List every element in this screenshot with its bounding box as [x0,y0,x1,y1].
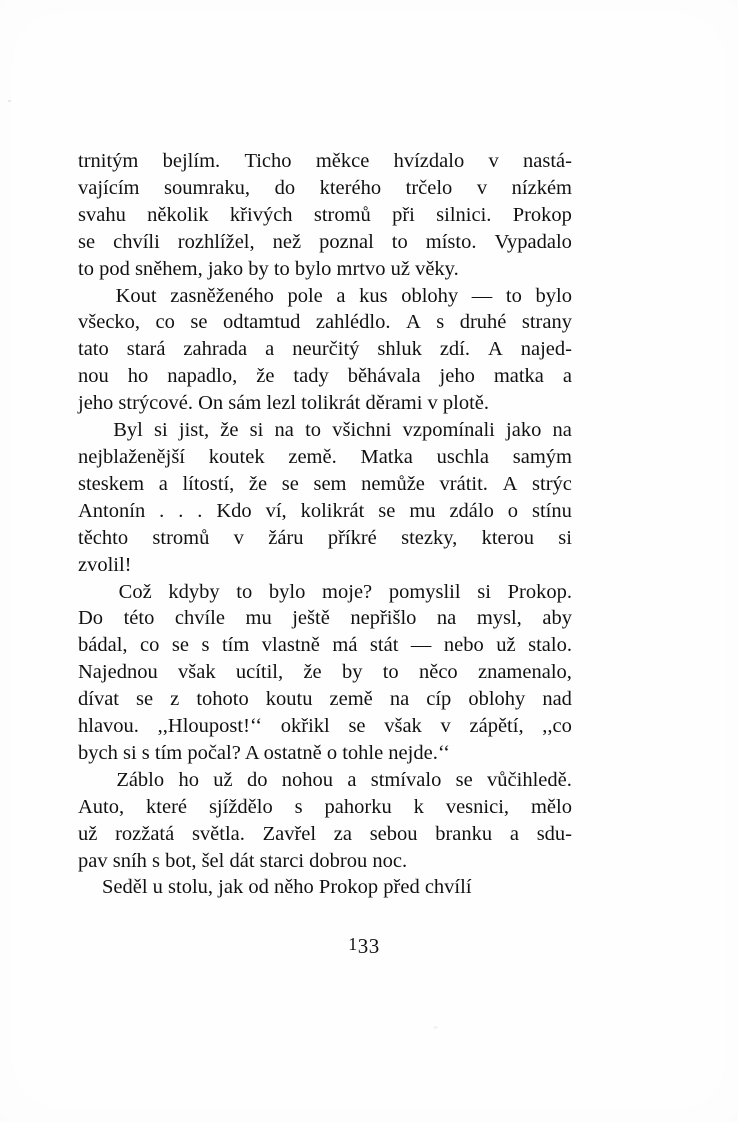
word: rozhlížel, [177,230,255,253]
word: Kdo [216,499,252,522]
word: a [347,768,357,791]
word: to [505,284,522,307]
word: které [146,795,188,818]
word: v [440,715,451,738]
word: Zavřel [262,822,317,845]
word: se [455,768,473,791]
word: bejlím. [162,150,221,172]
word: mu [245,607,272,630]
word: těchto [78,526,129,549]
word: to [391,230,408,253]
word: aby [542,607,572,630]
text-line [78,202,572,229]
word: Do [78,607,104,630]
text-line [78,525,572,552]
word: v [476,176,488,199]
word: běhávala [347,365,421,388]
word: vlastně [261,634,320,657]
word: tím [221,634,250,657]
word: bádal, [78,634,128,657]
word: kus [359,284,388,307]
word: stará [126,338,166,361]
word: si [249,419,264,442]
word: lítostí, [182,472,235,495]
word: se [378,499,396,522]
word: se [348,715,366,738]
word: vůčihledě. [487,768,572,791]
word: má [332,634,358,657]
word: všichni [332,419,392,442]
text-line [78,444,572,471]
paragraph [78,874,572,901]
text-line [78,175,572,202]
text-line [78,794,572,821]
word: dívat [78,688,119,711]
word: že [256,365,275,388]
word: na [274,419,294,442]
word: . [197,499,203,522]
word: nemůže [361,472,425,495]
word: co [155,311,175,334]
word: zdálo [449,499,494,522]
text-line [78,605,572,632]
word: při [392,203,415,226]
word: stromů [152,526,210,549]
word: co [140,634,160,657]
word: trčelo [405,176,453,199]
word: ještě [292,607,330,630]
text-line [78,283,572,310]
word: této [123,607,155,630]
word: křivých [229,203,293,226]
word: se [136,688,154,711]
word: tato [78,338,109,361]
word: poznal [319,230,374,253]
word: to [305,419,322,442]
word: stalo. [528,634,572,657]
word: si [477,580,491,603]
word: napadlo, [167,365,238,388]
word: v [233,526,244,549]
word: Antonín [78,499,146,522]
word: mysl, [476,607,522,630]
word: ,,Hloupost!‘‘ [157,715,263,738]
word: A [487,338,503,361]
word: steskem [78,472,145,495]
word: nad [542,688,572,711]
word: Vypadalo [494,230,572,253]
word: Auto, [78,795,125,818]
word: rozžatá [115,822,175,845]
text-line [78,579,572,606]
word: soumraku, [164,176,251,199]
word: do [246,768,268,791]
word: oblohy [401,284,459,307]
text-line: bych si s tím počal? A ostatně o tohle nejde.‘‘ [78,741,450,764]
page-text-block [78,148,572,901]
word: na [552,419,572,442]
word: a [562,365,572,388]
word: než [272,230,302,253]
word: Prokop. [507,580,572,603]
text-line [78,821,572,848]
text-line [78,336,572,363]
text-line [78,632,572,659]
word: — [471,284,493,307]
paragraph [78,283,572,418]
word: sebou [369,822,418,845]
word: odtamtud [222,311,301,334]
word: si [558,526,572,549]
text-line [78,471,572,498]
word: ucítil, [235,661,284,684]
word: Záblo [116,768,165,791]
word: koutek [208,445,265,468]
text-line [78,148,572,175]
word: neurčitý [292,338,360,361]
word: vzpomínali [402,419,495,442]
word: že [220,419,239,442]
word: kdyby [168,580,220,603]
word: Což [118,580,152,603]
word: že [248,472,268,495]
word: — [410,634,432,657]
word: kolikrát [300,499,365,522]
word: silnici. [436,203,492,226]
word: kterého [319,176,382,199]
word: nejblaženější [78,445,186,468]
word: vesnici, [445,795,510,818]
word: Najednou [78,661,158,684]
text-line: jeho strýcové. On sám lezl tolikrát děrami v plotě. [78,392,490,415]
word: sdu- [536,822,572,845]
paragraph-indent [78,417,102,444]
word: v [488,150,499,172]
word: zasněženého [170,284,274,307]
paragraph [78,148,572,283]
page-number [0,932,738,959]
word: sjíždělo [208,795,273,818]
word: jeho [439,365,475,388]
word: na [436,607,457,630]
word: z [170,688,180,711]
word: si [154,419,168,442]
word: stát [369,634,399,657]
word: pole [287,284,323,307]
word: do [274,176,296,199]
text-line: zvolil! [78,553,132,576]
word: nastá- [523,150,572,172]
word: se [281,472,299,495]
word: okřikl [280,715,330,738]
word: svahu [78,203,126,226]
word: několik [147,203,209,226]
page-number-part-1: 1 [348,934,358,954]
word: cíp [426,688,452,711]
word: ho [127,365,149,388]
word: vrátit. [439,472,488,495]
word: tady [293,365,329,388]
text-line [78,713,572,740]
text-line: pav sníh s bot, šel dát starci dobrou noc. [78,849,408,872]
word: nepřišlo [350,607,417,630]
text-line [78,417,572,444]
word: už [496,634,516,657]
word: najed- [520,338,572,361]
word: stínu [531,499,572,522]
word: světla. [191,822,245,845]
word: nízkém [511,176,572,199]
word: jako [506,419,542,442]
word: . [159,499,165,522]
paragraph-indent [78,283,102,310]
word: sem [313,472,347,495]
word: Ticho [244,150,292,172]
word: vajícím [78,176,140,199]
word: Byl [113,419,143,442]
paragraph-indent [78,767,102,794]
word: nou [78,365,109,388]
word: se [190,311,208,334]
word: o [507,499,519,522]
word: stezky, [401,526,458,549]
word: že [303,661,322,684]
word: chvíli [113,230,160,253]
word: ví, [265,499,287,522]
word: trnitým [78,150,139,172]
word: zdí. [439,338,470,361]
text-line: Seděl u stolu, jak od něho Prokop před chvílí [102,876,472,899]
word: samým [512,445,572,468]
word: a [158,472,168,495]
word: se [78,230,96,253]
word: na [389,688,410,711]
word: stmívalo [370,768,442,791]
paragraph-indent [78,579,102,606]
word: to [236,580,253,603]
word: však [384,715,422,738]
word: jist, [178,419,210,442]
word: země [329,688,373,711]
word: země. [288,445,337,468]
paragraph [78,579,572,767]
word: pahorku [324,795,392,818]
text-line [78,229,572,256]
word: uschla [436,445,489,468]
word: a [336,284,346,307]
word: strany [521,311,572,334]
word: a [509,822,519,845]
word: zahrada [183,338,248,361]
text-line [78,498,572,525]
word: už [78,822,98,845]
text-line: to pod sněhem, jako by to bylo mrtvo už věky. [78,257,459,280]
word: Matka [360,445,413,468]
word: mělo [530,795,572,818]
word: měkce [315,150,370,172]
word: nohou [281,768,333,791]
text-line [78,659,572,686]
word: ,,co [542,715,572,738]
word: Kout [115,284,157,307]
word: však [178,661,216,684]
word: matka [493,365,544,388]
word: s [436,311,445,334]
paragraph [78,417,572,578]
page-number-part-2: 33 [357,934,380,958]
word: zahlédlo. [315,311,391,334]
text-line [78,767,572,794]
word: nebo [443,634,484,657]
word: příkré [327,526,377,549]
word: druhé [459,311,507,334]
word: A [405,311,421,334]
word: koutu [265,688,313,711]
paper-speck-bottom [433,1026,438,1029]
word: ho [178,768,199,791]
word: moje? [322,580,373,603]
paper-speck-left [8,100,11,102]
word: kterou [481,526,534,549]
word: s [294,795,303,818]
word: oblohy [468,688,526,711]
word: pomyslil [388,580,461,603]
paragraph [78,767,572,875]
word: Prokop [512,203,572,226]
word: všecko, [78,311,141,334]
word: hlavou. [78,715,139,738]
word: znamenalo, [477,661,572,684]
word: . [178,499,184,522]
word: tohoto [196,688,249,711]
word: bylo [268,580,306,603]
word: A [502,472,518,495]
word: se [171,634,189,657]
text-line [78,363,572,390]
word: k [413,795,424,818]
word: hvízdalo [393,150,465,172]
word: žáru [268,526,304,549]
word: strýc [532,472,572,495]
word: stromů [313,203,371,226]
word: bylo [535,284,572,307]
word: místo. [425,230,477,253]
text-line [78,686,572,713]
word: už [213,768,233,791]
word: to [382,661,399,684]
word: chvíle [174,607,225,630]
word: s [201,634,210,657]
word: něco [418,661,458,684]
word: mu [409,499,436,522]
word: za [333,822,352,845]
word: branku [435,822,493,845]
word: by [341,661,363,684]
word: zápětí, [469,715,524,738]
word: shluk [377,338,422,361]
text-line [78,309,572,336]
word: a [265,338,275,361]
